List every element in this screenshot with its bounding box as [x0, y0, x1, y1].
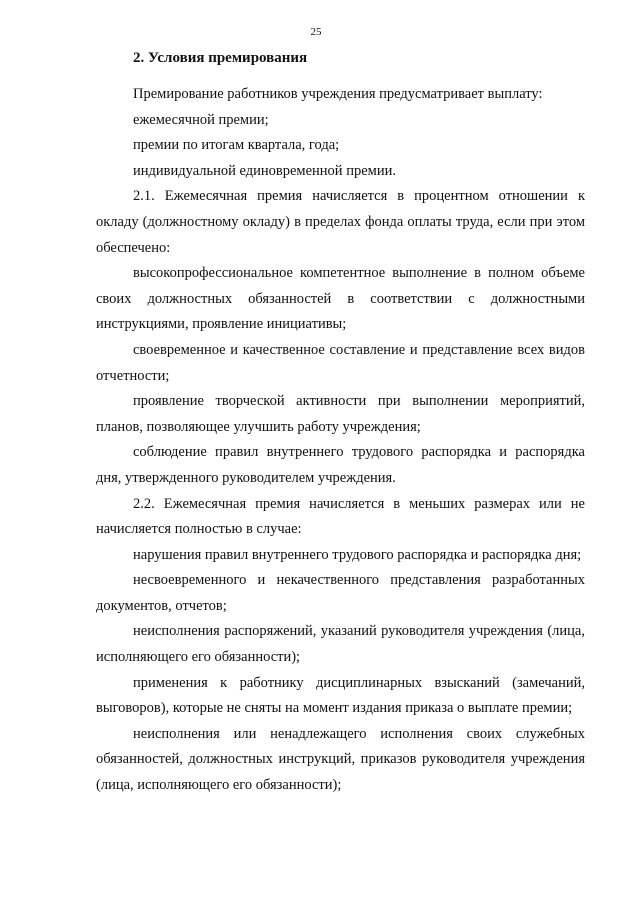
condition-item: высокопрофессиональное компетентное выполнение в полном объеме своих должностных обязанностей в соответствии с должностными инструкциями, проявление инициативы; [96, 265, 585, 333]
condition-item: своевременное и качественное составление и представление всех видов отчетности; [96, 341, 585, 384]
document-body [96, 82, 585, 799]
violation-item: применения к работнику дисциплинарных взысканий (замечаний, выговоров), которые не сняты на момент издания приказа о выплате премии; [96, 674, 585, 717]
condition-item: проявление творческой активности при выполнении мероприятий, планов, позволяющее улучшить работу учреждения; [96, 393, 585, 435]
violation-item: нарушения правил внутреннего трудового распорядка и распорядка дня; [133, 546, 582, 563]
paragraph-2-1: 2.1. Ежемесячная премия начисляется в процентном отношении к окладу (должностному окладу) в пределах фонда оплаты труда, если при этом обеспечено: [96, 188, 585, 256]
page-number: 25 [310, 26, 322, 38]
list-item-one-time-bonus: индивидуальной единовременной премии. [133, 162, 396, 179]
paragraph-intro: Премирование работников учреждения предусматривает выплату: [133, 86, 543, 102]
list-item-quarterly-bonus: премии по итогам квартала, года; [133, 137, 340, 154]
paragraph-2-2: 2.2. Ежемесячная премия начисляется в меньших размерах или не начисляется полностью в случае: [96, 495, 585, 538]
section-heading: 2. Условия премирования [133, 50, 308, 66]
list-item-monthly-bonus: ежемесячной премии; [133, 111, 269, 128]
violation-item: неисполнения распоряжений, указаний руководителя учреждения (лица, исполняющего его обязанности); [96, 623, 585, 666]
violation-item: неисполнения или ненадлежащего исполнения своих служебных обязанностей, должностных инструкций, приказов руководителя учреждения (лица, исполняющего его обязанности); [96, 725, 585, 794]
condition-item: соблюдение правил внутреннего трудового распорядка и распорядка дня, утвержденного руководителем учреждения. [96, 444, 585, 486]
violation-item: несвоевременного и некачественного представления разработанных документов, отчетов; [96, 572, 585, 614]
